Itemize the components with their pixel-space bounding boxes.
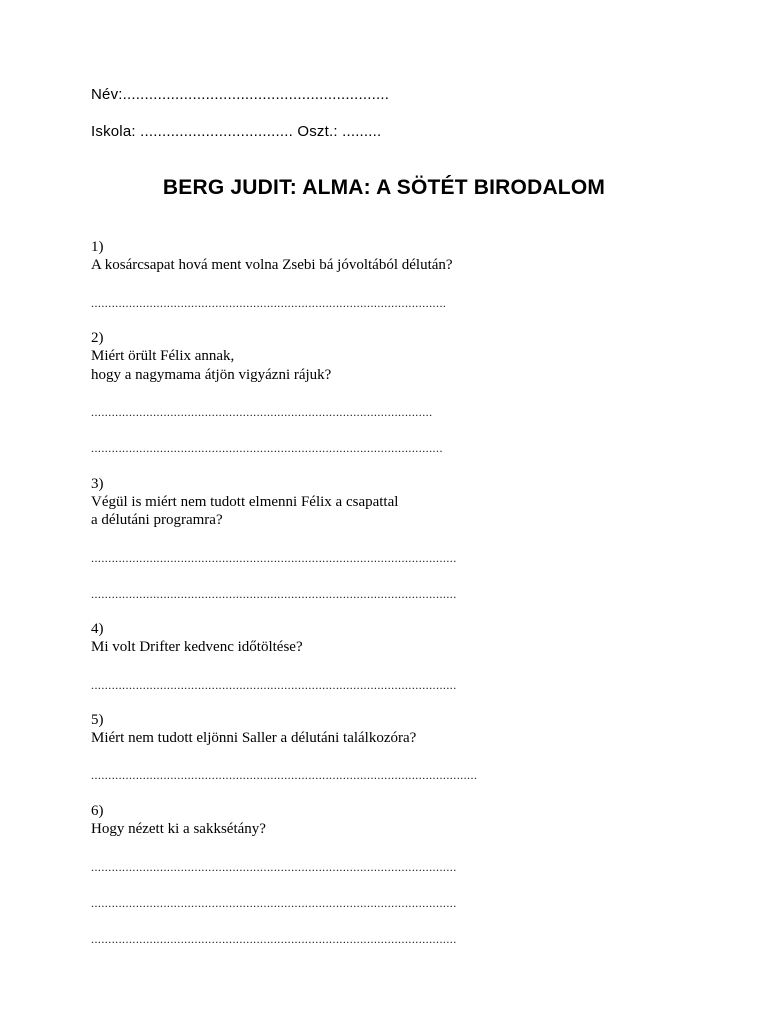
question-text: hogy a nagymama átjön vigyázni rájuk? [91, 367, 332, 383]
school-class-field: Iskola: ................................... Oszt.: ......... [91, 123, 382, 140]
question-number: 1) [91, 239, 104, 255]
question-number: 2) [91, 330, 104, 346]
answer-line: .......................................................................................................... [91, 587, 457, 601]
question-text: Miért örült Félix annak, [91, 348, 235, 364]
question-number: 4) [91, 621, 104, 637]
answer-line: ...................................................................................................... [91, 441, 443, 455]
page-title: BERG JUDIT: ALMA: A SÖTÉT BIRODALOM [162, 176, 606, 199]
question-text: A kosárcsapat hová ment volna Zsebi bá jóvoltából délután? [91, 257, 453, 273]
question-number: 5) [91, 712, 104, 728]
answer-line: .......................................................................................................... [91, 678, 457, 692]
name-field: Név:............................................................. [91, 86, 390, 103]
question-text: Miért nem tudott eljönni Saller a délutáni találkozóra? [91, 730, 417, 746]
question-number: 6) [91, 803, 104, 819]
question-text: Hogy nézett ki a sakksétány? [91, 821, 266, 837]
answer-line: .......................................................................................................... [91, 896, 457, 910]
answer-line: .......................................................................................................... [91, 860, 457, 874]
answer-line: .......................................................................................................... [91, 932, 457, 946]
answer-line: ....................................................................................................... [91, 296, 447, 310]
question-text: Mi volt Drifter kedvenc időtöltése? [91, 639, 303, 655]
question-text: a délutáni programra? [91, 512, 223, 528]
answer-line: .......................................................................................................... [91, 551, 457, 565]
answer-line: ................................................................................................................ [91, 768, 478, 782]
question-number: 3) [91, 476, 104, 492]
question-text: Végül is miért nem tudott elmenni Félix a csapattal [91, 494, 399, 510]
answer-line: ................................................................................................... [91, 405, 433, 419]
